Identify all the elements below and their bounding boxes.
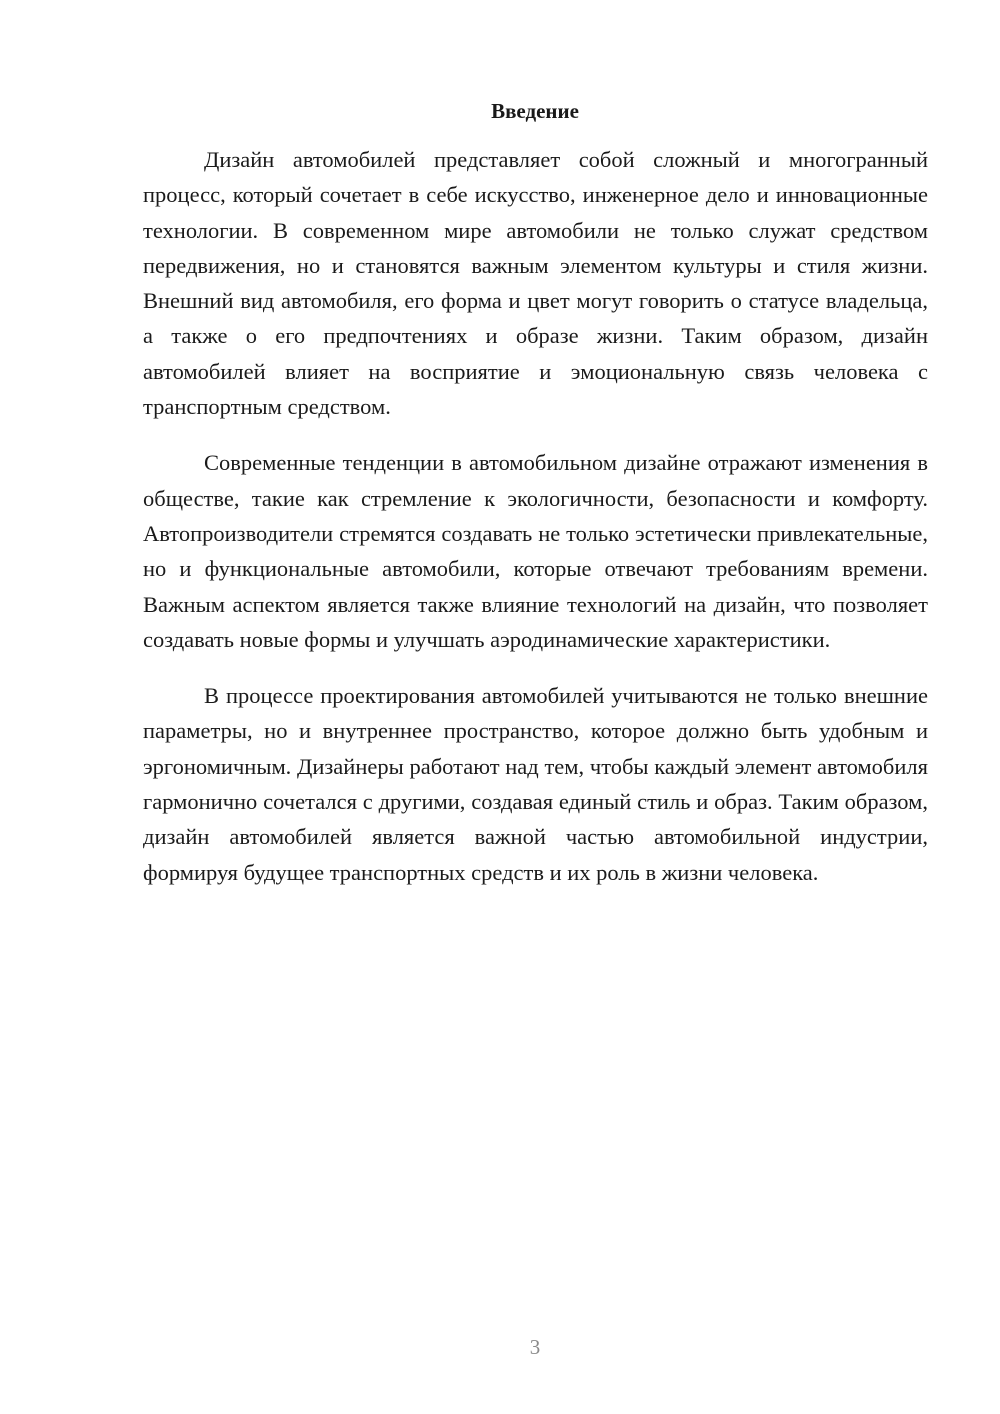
paragraph-2: Современные тенденции в автомобильном дизайне отражают изменения в обществе, такие как стремление к экологичности, безопасности и комфорту. Автопроизводители стремятся создавать не только эстетически привлекательные, но и функциональные автомобили, которые отвечают требованиям времени. Важным аспектом является также влияние технологий на дизайн, что позволяет создавать новые формы и улучшать аэродинамические характеристики. (143, 450, 928, 652)
body-text (143, 142, 928, 911)
paragraph-3: В процессе проектирования автомобилей учитываются не только внешние параметры, но и внутреннее пространство, которое должно быть удобным и эргономичным. Дизайнеры работают над тем, чтобы каждый элемент автомобиля гармонично сочетался с другими, создавая единый стиль и образ. Таким образом, дизайн автомобилей является важной частью автомобильной индустрии, формируя будущее транспортных средств и их роль в жизни человека. (143, 683, 928, 885)
section-heading: Введение (491, 99, 579, 123)
paragraph-1: Дизайн автомобилей представляет собой сложный и многогранный процесс, который сочетает в себе искусство, инженерное дело и инновационные технологии. В современном мире автомобили не только служат средством передвижения, но и становятся важным элементом культуры и стиля жизни. Внешний вид автомобиля, его форма и цвет могут говорить о статусе владельца, а также о его предпочтениях и образе жизни. Таким образом, дизайн автомобилей влияет на восприятие и эмоциональную связь человека с транспортным средством. (143, 147, 928, 420)
page-number: 3 (529, 1335, 541, 1359)
